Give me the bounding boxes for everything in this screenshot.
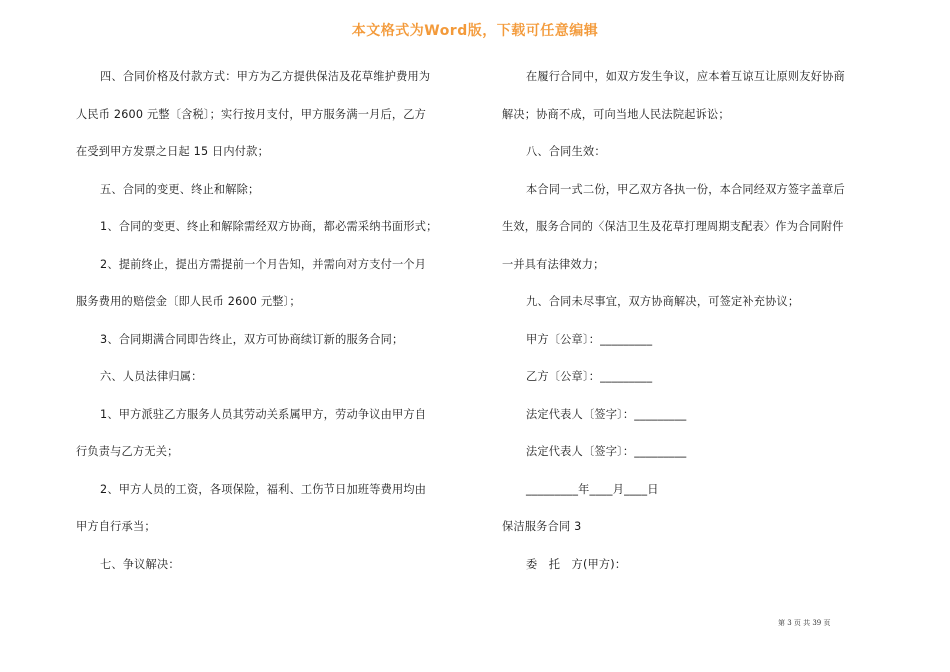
- text-line: 在履行合同中，如双方发生争议，应本着互谅互让原则友好协商: [526, 70, 845, 83]
- text-line: 一并具有法律效力；: [502, 257, 605, 271]
- document-banner: 本文格式为Word版，下载可任意编辑: [351, 23, 599, 39]
- text-line: 人民币 2600 元整〔含税〕；实行按月支付，甲方服务满一月后，乙方: [76, 107, 427, 121]
- text-line: 在受到甲方发票之日起 15 日内付款；: [76, 145, 269, 158]
- text-line: 保洁服务合同 3: [502, 520, 582, 533]
- text-line: 行负责与乙方无关；: [76, 445, 179, 458]
- text-line: 生效，服务合同的〈保洁卫生及花草打理周期支配表〉作为合同附件: [502, 220, 844, 233]
- text-line: 法定代表人〔签字〕：_________: [526, 445, 687, 458]
- text-line: 1、甲方派驻乙方服务人员其劳动关系属甲方，劳动争议由甲方自: [100, 407, 427, 421]
- page-number: 第 3 页 共 39 页: [778, 619, 831, 627]
- text-line: 九、合同未尽事宜，双方协商解决，可签定补充协议；: [526, 295, 800, 308]
- text-line: 2、甲方人员的工资，各项保险，福利、工伤节日加班等费用均由: [100, 482, 427, 496]
- text-line: 甲方自行承当；: [76, 520, 156, 533]
- text-line: 六、人员法律归属：: [100, 370, 203, 383]
- text-line: 法定代表人〔签字〕：_________: [526, 407, 687, 421]
- text-line: 本合同一式二份，甲乙双方各执一份，本合同经双方签字盖章后: [526, 182, 845, 196]
- text-line: _________年____月____日: [526, 482, 659, 496]
- text-line: 2、提前终止，提出方需提前一个月告知，并需向对方支付一个月: [100, 257, 427, 271]
- text-line: 1、合同的变更、终止和解除需经双方协商，都必需采纳书面形式；: [100, 220, 438, 233]
- text-line: 乙方〔公章〕：_________: [526, 370, 653, 383]
- text-line: 甲方〔公章〕：_________: [526, 332, 653, 346]
- text-line: 委 托 方(甲方)：: [526, 557, 627, 571]
- right-column: [502, 58, 886, 583]
- text-line: 八、合同生效：: [526, 145, 606, 158]
- left-column: [76, 58, 496, 583]
- text-line: 解决；协商不成，可向当地人民法院起诉讼；: [502, 107, 730, 121]
- text-line: 3、合同期满合同即告终止，双方可协商续订新的服务合同；: [100, 332, 404, 346]
- text-line: 七、争议解决：: [100, 557, 180, 571]
- text-line: 四、合同价格及付款方式：甲方为乙方提供保洁及花草维护费用为: [100, 70, 431, 83]
- text-line: 五、合同的变更、终止和解除；: [100, 182, 260, 196]
- text-line: 服务费用的赔偿金〔即人民币 2600 元整〕；: [76, 295, 301, 308]
